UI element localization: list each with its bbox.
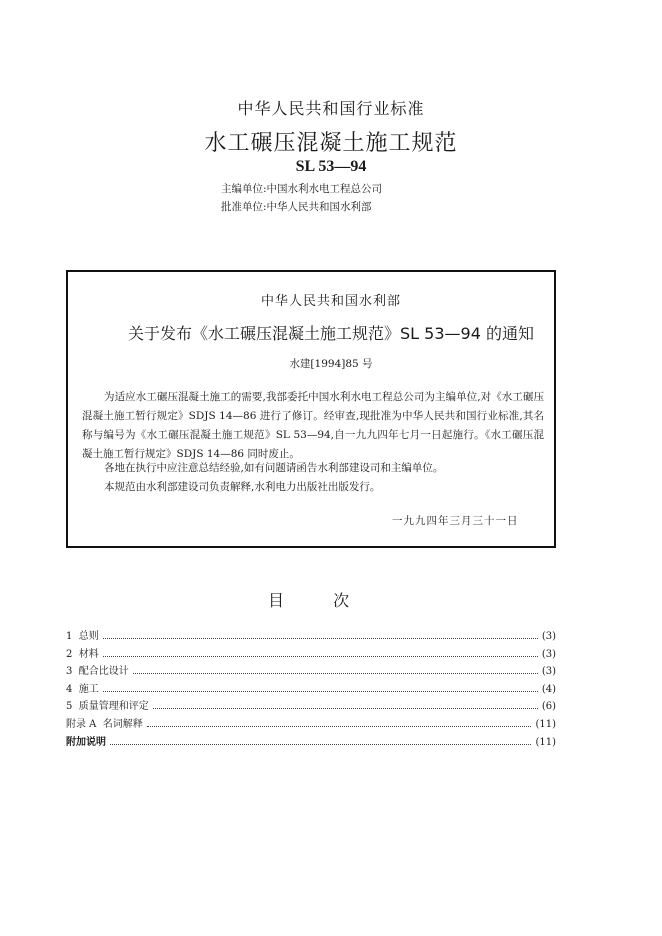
toc-entry-label: 1 总则 [66, 631, 99, 642]
standard-code: SL 53—94 [295, 158, 367, 175]
toc-dot-leader [103, 683, 538, 692]
approving-unit: 批准单位:中华人民共和国水利部 [221, 201, 372, 213]
toc-dot-leader [133, 665, 538, 674]
chief-editing-unit: 主编单位:中国水利水电工程总公司 [221, 183, 383, 195]
notice-date: 一九九四年三月三十一日 [392, 515, 519, 527]
toc-entry-label: 附加说明 [66, 737, 106, 748]
toc-entry-page: (3) [541, 631, 556, 642]
notice-ministry: 中华人民共和国水利部 [260, 294, 401, 309]
toc-entry[interactable] [66, 645, 556, 662]
toc-entry-page: (11) [535, 737, 556, 748]
toc-entry-label: 2 材料 [66, 649, 99, 660]
toc-entry-label: 5 质量管理和评定 [66, 701, 149, 712]
toc-dot-leader [103, 648, 538, 657]
toc-entry-label: 附录 A 名词解释 [66, 719, 143, 730]
toc-dot-leader [110, 736, 531, 745]
standard-type: 中华人民共和国行业标准 [237, 99, 425, 118]
toc-entry[interactable] [66, 627, 556, 644]
toc-dot-leader [153, 700, 538, 709]
toc-entry[interactable] [66, 715, 556, 732]
toc-title: 目 次 [268, 591, 350, 610]
toc-entry-page: (3) [541, 666, 556, 677]
notice-document-number: 水建[1994]85 号 [289, 358, 373, 370]
notice-paragraph: 本规范由水利部建设司负责解释,水利电力出版社出版发行。 [104, 481, 381, 493]
toc-entry[interactable] [66, 733, 556, 750]
toc-dot-leader [147, 718, 532, 727]
toc-entry-page: (11) [535, 719, 556, 730]
page-title: 水工碾压混凝土施工规范 [204, 131, 458, 156]
toc-entry[interactable] [66, 697, 556, 714]
toc-entry[interactable] [66, 680, 556, 697]
toc-entry-label: 4 施工 [66, 684, 99, 695]
toc-entry-page: (4) [541, 684, 556, 695]
toc-entry-label: 3 配合比设计 [66, 666, 129, 677]
toc-dot-leader [103, 630, 538, 639]
toc-entry-page: (3) [541, 649, 556, 660]
notice-title: 关于发布《水工碾压混凝土施工规范》SL 53—94 的通知 [128, 324, 534, 343]
notice-paragraph: 为适应水工碾压混凝土施工的需要,我部委托中国水利水电工程总公司为主编单位,对《水工碾压混凝土施工暂行规定》SDJS 14—86 进行了修订。经审查,现批准为中华人民共和国行业标准,其名称与编号为《水工碾压混凝土施工规范》SL 53—94,自一九九四年七月一日起施行。《水工碾压混凝土施工暂行规定》SDJS 14—86 同时废止。 [82, 391, 544, 460]
notice-paragraph: 各地在执行中应注意总结经验,如有问题请函告水利部建设司和主编单位。 [104, 462, 444, 474]
toc-entry-page: (6) [541, 701, 556, 712]
toc-entry[interactable] [66, 662, 556, 679]
